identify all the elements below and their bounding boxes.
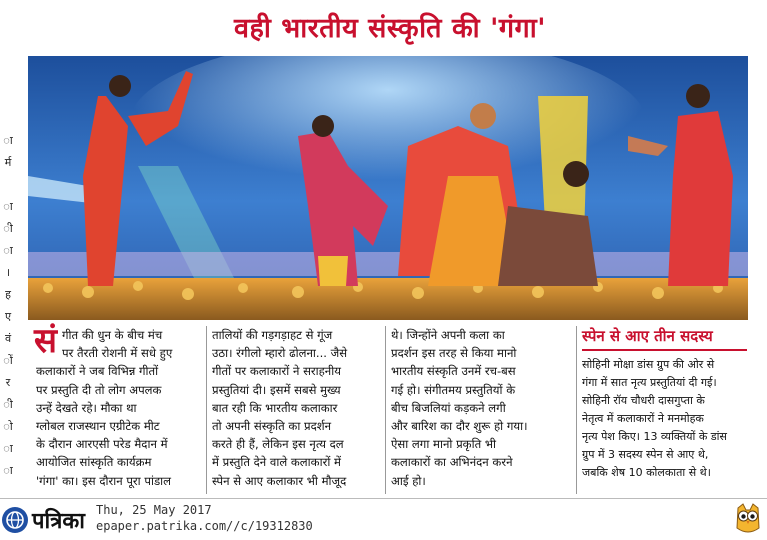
patrika-globe-icon — [2, 507, 28, 533]
headline: वही भारतीय संस्कृति की 'गंगा' — [233, 13, 547, 44]
article-line: ग्लोबल राजस्थान एग्रीटेक मीट — [36, 419, 160, 434]
fragment-char: ए — [4, 310, 12, 323]
article-line: उठा। रंगीलो म्हारो ढोलना... जैसे — [212, 346, 348, 361]
sidebar-text — [582, 356, 750, 482]
sidebar-line: गंगा में सात नृत्य प्रस्तुतियां दी गई। — [582, 376, 717, 389]
article-line: गई हो। संगीतमय प्रस्तुतियों के — [391, 382, 516, 397]
edition-meta — [96, 502, 313, 534]
fragment-char: ह — [5, 288, 11, 301]
owl-icon — [732, 502, 764, 536]
drop-cap: सं — [34, 321, 57, 361]
epaper-url[interactable]: epaper.patrika.com//c/19312830 — [96, 519, 313, 533]
article-line: पर तैरती रोशनी में सधे हुए — [62, 346, 173, 361]
article-line: में प्रस्तुति देने वाले कलाकारों में — [212, 455, 341, 470]
logo-text: पत्रिका — [32, 509, 85, 534]
fragment-char: ा — [3, 442, 13, 455]
article-line: बात रही कि भारतीय कलाकार — [212, 400, 338, 415]
fragment-char: वं — [4, 332, 12, 345]
article-line: कलाकारों ने जब विभिन्न गीतों — [36, 364, 159, 379]
article-line: 'गंगा' का। इस दौरान पूरा पांडाल — [36, 473, 172, 488]
fragment-char: र — [5, 376, 11, 389]
article-column-1 — [34, 321, 204, 490]
fragment-char: ा — [3, 200, 13, 213]
publication-date: Thu, 25 May 2017 — [96, 503, 212, 517]
fragment-char: ा — [3, 464, 13, 477]
article-line: करते ही हैं, लेकिन इस नृत्य दल — [212, 437, 344, 452]
article-line: ऐसा लगा मानो प्रकृति भी — [391, 437, 497, 452]
sidebar-line: जबकि शेष 10 कोलकाता से थे। — [582, 466, 711, 479]
article-line: तालियों की गड़गड़ाहट से गूंज — [212, 328, 333, 342]
fragment-char: ी — [3, 398, 13, 411]
patrika-logo[interactable] — [2, 506, 85, 534]
article-line: स्पेन से आए कलाकार भी मौजूद — [212, 473, 347, 488]
article-line: आई हो। — [391, 473, 426, 488]
article-line: पर प्रस्तुति दी तो लोग अपलक — [36, 382, 162, 397]
article-line: आयोजित सांस्कृति कार्यक्रम — [36, 455, 152, 470]
article-line: और बारिश का दौर शुरू हो गया। — [391, 419, 528, 434]
column-divider — [206, 326, 207, 494]
article-line: के दौरान आरएसी परेड मैदान में — [36, 437, 168, 452]
sidebar-line: नृत्य पेश किए। 13 व्यक्तियों के डांस — [582, 430, 727, 443]
article-line: प्रस्तुतियां दी। इसमें सबसे मुख्य — [212, 382, 341, 397]
fragment-char: ी — [3, 222, 13, 235]
fragment-char: ों — [3, 354, 13, 367]
article-line: बीच बिजलियां कड़कने लगी — [391, 400, 506, 415]
sidebar-line: सोहिनी रॉय चौधरी दासगुप्ता के — [582, 394, 705, 407]
article-line: प्रदर्शन इस तरह से किया मानो — [391, 346, 517, 361]
article-line: उन्हें देखते रहे। मौका था — [36, 400, 137, 415]
article-line: गीतों पर कलाकारों ने सराहनीय — [212, 364, 341, 379]
footer-divider — [0, 498, 767, 499]
fragment-char: र्म — [4, 156, 12, 169]
sidebar-line: सोहिनी मोक्षा डांस ग्रुप की ओर से — [582, 358, 715, 371]
sidebar-heading: स्पेन से आए तीन सदस्य — [582, 326, 747, 351]
dance-performance-photo — [28, 56, 748, 320]
fragment-char: ा — [3, 134, 13, 147]
article-column-2 — [212, 326, 382, 490]
fragment-char: ा — [3, 244, 13, 257]
column-divider — [576, 326, 577, 494]
fragment-char: ो — [3, 420, 13, 433]
sidebar-line: नेतृत्व में कलाकारों ने मनमोहक — [582, 412, 704, 425]
article-line: थे। जिन्होंने अपनी कला का — [391, 328, 505, 342]
fragment-char — [0, 174, 16, 196]
article-line: कलाकारों का अभिनंदन करने — [391, 455, 513, 470]
column-divider — [385, 326, 386, 494]
article-line: तो अपनी संस्कृति का प्रदर्शन — [212, 419, 332, 434]
adjacent-column-fragment — [0, 130, 16, 500]
sidebar-line: ग्रुप में 3 सदस्य स्पेन से आए थे, — [582, 448, 709, 461]
article-line: गीत की धुन के बीच मंच — [62, 328, 163, 342]
article-line: भारतीय संस्कृति उनमें रच-बस — [391, 364, 516, 379]
article-column-3 — [391, 326, 571, 490]
fragment-char: । — [5, 266, 11, 279]
